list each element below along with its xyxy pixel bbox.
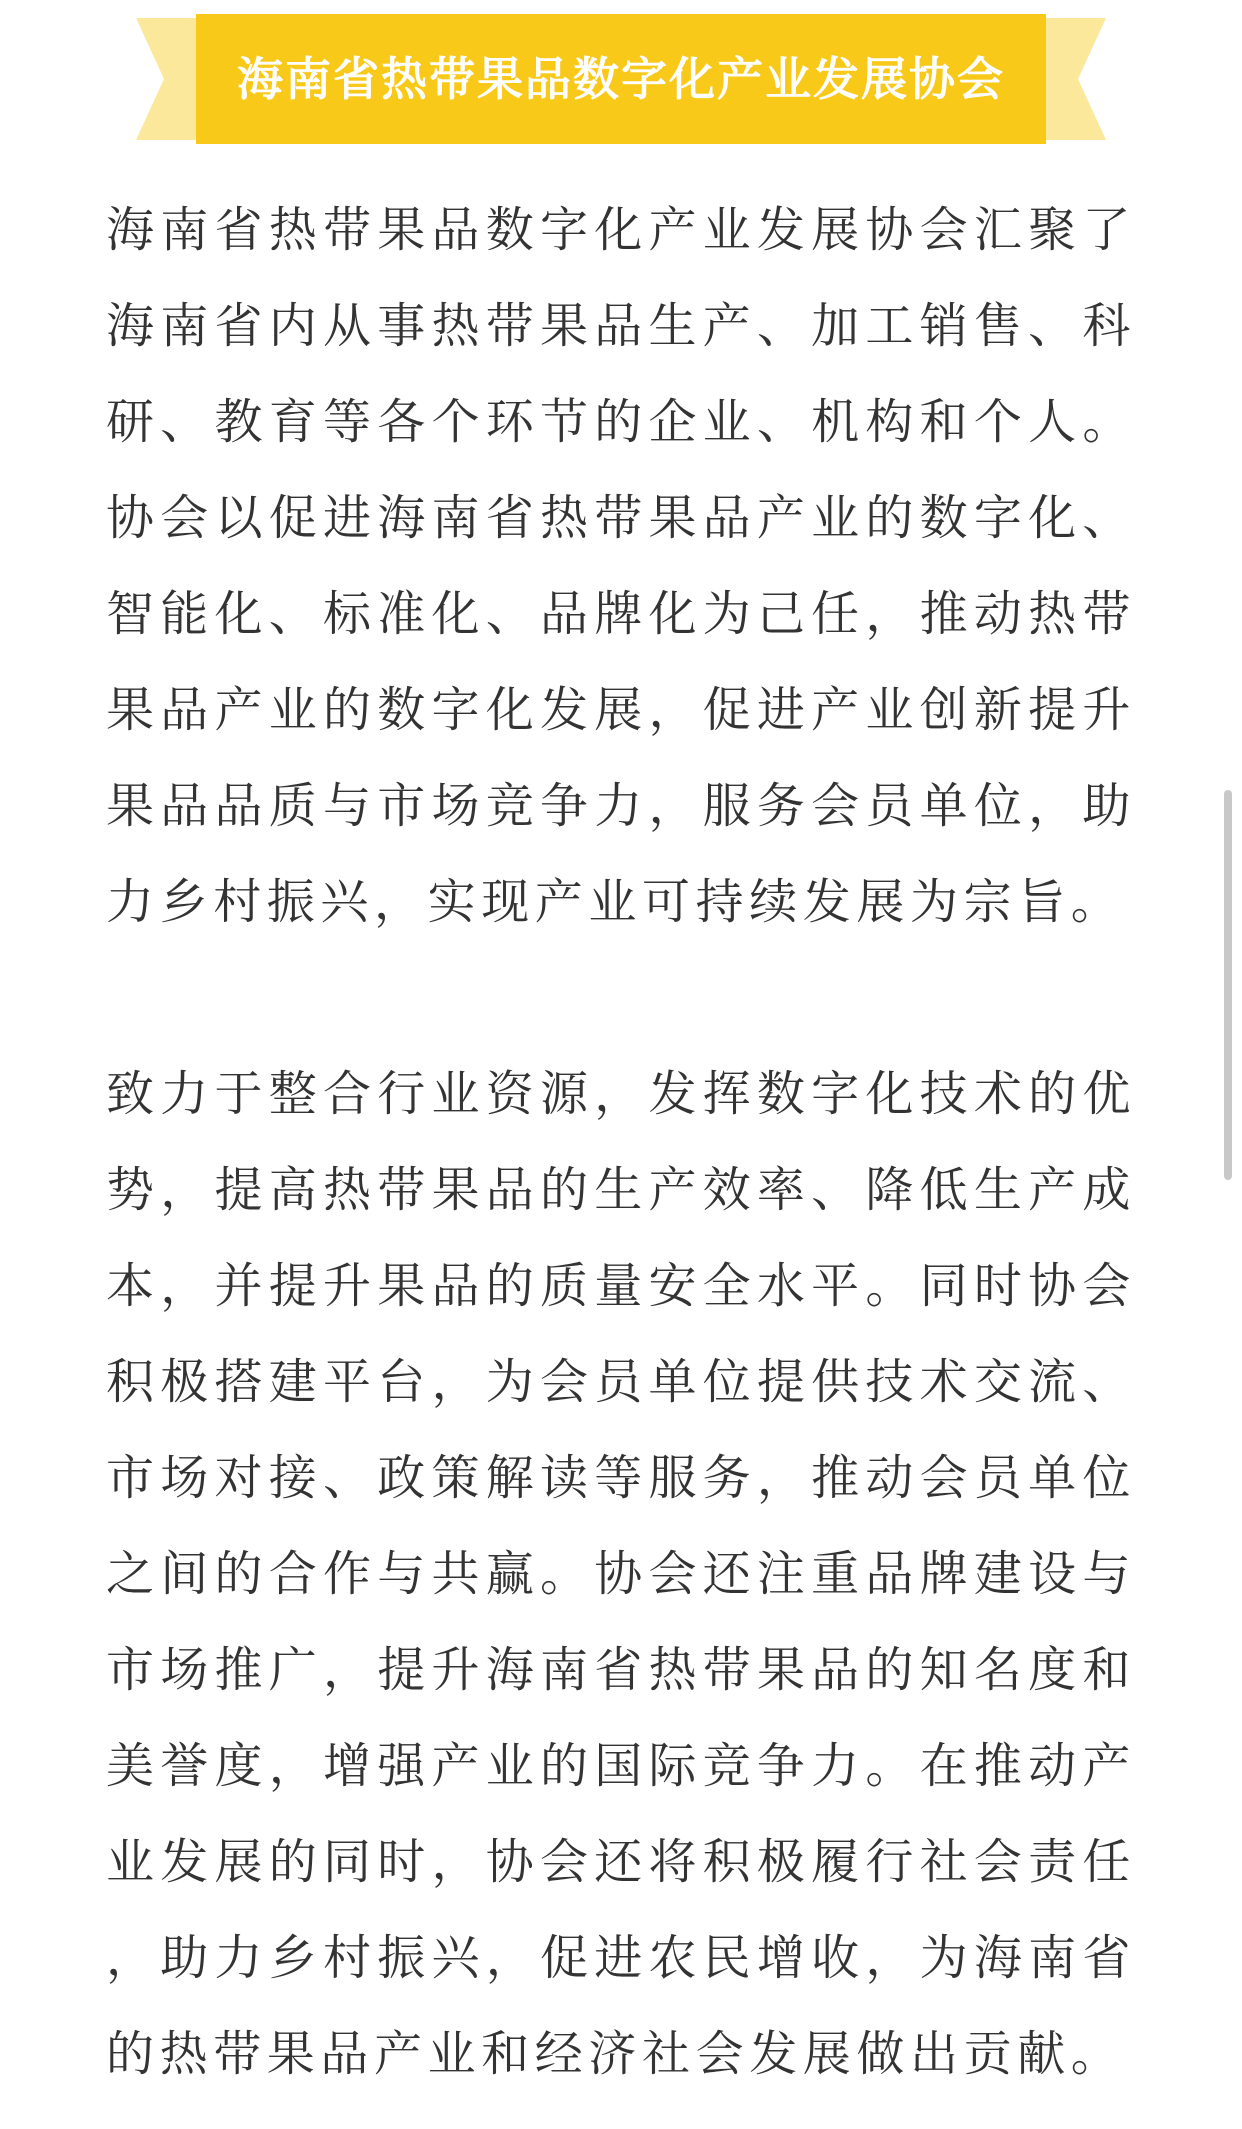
article-paragraph-2: 致力于整合行业资源，发挥数字化技术的优势，提高热带果品的生产效率、降低生产成本，并提升果品的质量安全水平。同时协会积极搭建平台，为会员单位提供技术交流、市场对接、政策解读等服务，推动会员单位之间的合作与共赢。协会还注重品牌建设与市场推广，提升海南省热带果品的知名度和美誉度，增强产业的国际竞争力。在推动产业发展的同时，协会还将积极履行社会责任，助力乡村振兴，促进农民增收，为海南省的热带果品产业和经济社会发展做出贡献。 (106, 1066, 1136, 2082)
scrollbar[interactable] (1224, 790, 1232, 1180)
title-banner (136, 14, 1106, 144)
page-title: 海南省热带果品数字化产业发展协会 (237, 52, 1005, 106)
article-body (106, 182, 1136, 2102)
article-paragraph-1: 海南省热带果品数字化产业发展协会汇聚了海南省内从事热带果品生产、加工销售、科研、教育等各个环节的企业、机构和个人。协会以促进海南省热带果品产业的数字化、智能化、标准化、品牌化为己任，推动热带果品产业的数字化发展，促进产业创新提升果品品质与市场竞争力，服务会员单位，助力乡村振兴，实现产业可持续发展为宗旨。 (106, 202, 1136, 930)
